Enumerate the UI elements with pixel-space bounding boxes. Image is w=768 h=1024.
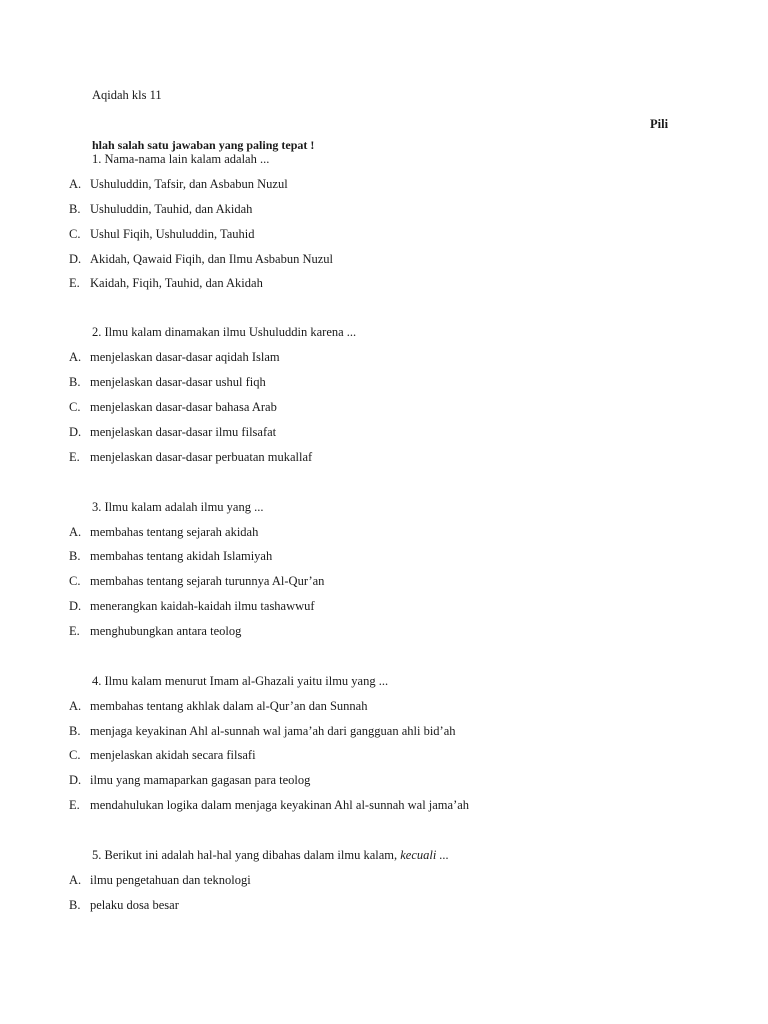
option-letter: B.: [69, 202, 81, 216]
option-text: menerangkan kaidah-kaidah ilmu tashawwuf: [90, 599, 315, 613]
option-text: menjelaskan dasar-dasar aqidah Islam: [90, 350, 280, 364]
option-text: membahas tentang akidah Islamiyah: [90, 549, 273, 563]
question-text: [92, 848, 449, 863]
option-letter: B.: [69, 898, 81, 912]
option-text: menjelaskan dasar-dasar ilmu filsafat: [90, 425, 277, 439]
option-letter: A.: [69, 873, 82, 887]
question-text-main: 5. Berikut ini adalah hal-hal yang dibahas dalam ilmu kalam,: [92, 848, 398, 862]
option-text: Kaidah, Fiqih, Tauhid, dan Akidah: [90, 276, 263, 290]
option-text: ilmu pengetahuan dan teknologi: [90, 873, 251, 887]
option-letter: D.: [69, 252, 82, 266]
document-title: Aqidah kls 11: [92, 88, 162, 102]
option-text: ilmu yang mamaparkan gagasan para teolog: [90, 773, 311, 787]
instruction-text: hlah salah satu jawaban yang paling tepat !: [92, 138, 315, 152]
option-text: menghubungkan antara teolog: [90, 624, 242, 638]
option-letter: E.: [69, 450, 80, 464]
instruction-fragment: Pili: [650, 117, 669, 131]
option-letter: E.: [69, 276, 80, 290]
option-letter: C.: [69, 574, 81, 588]
option-text: menjelaskan dasar-dasar ushul fiqh: [90, 375, 266, 389]
option-text: menjelaskan dasar-dasar perbuatan mukallaf: [90, 450, 313, 464]
option-letter: A.: [69, 177, 82, 191]
option-letter: E.: [69, 798, 80, 812]
option-letter: D.: [69, 425, 82, 439]
option-letter: C.: [69, 748, 81, 762]
option-text: menjaga keyakinan Ahl al-sunnah wal jama’ah dari gangguan ahli bid’ah: [90, 724, 456, 738]
option-letter: B.: [69, 724, 81, 738]
option-letter: D.: [69, 599, 82, 613]
option-text: mendahulukan logika dalam menjaga keyakinan Ahl al-sunnah wal jama’ah: [90, 798, 470, 812]
option-letter: A.: [69, 350, 82, 364]
option-text: menjelaskan dasar-dasar bahasa Arab: [90, 400, 277, 414]
option-letter: B.: [69, 375, 81, 389]
question-text: 2. Ilmu kalam dinamakan ilmu Ushuluddin karena ...: [92, 325, 357, 339]
option-letter: D.: [69, 773, 82, 787]
option-text: Akidah, Qawaid Fiqih, dan Ilmu Asbabun Nuzul: [90, 252, 334, 266]
option-text: membahas tentang sejarah akidah: [90, 525, 259, 539]
option-letter: B.: [69, 549, 81, 563]
option-letter: A.: [69, 699, 82, 713]
option-text: membahas tentang akhlak dalam al-Qur’an dan Sunnah: [90, 699, 368, 713]
option-text: menjelaskan akidah secara filsafi: [90, 748, 256, 762]
question-text: 4. Ilmu kalam menurut Imam al-Ghazali yaitu ilmu yang ...: [92, 674, 389, 688]
option-text: membahas tentang sejarah turunnya Al-Qur’an: [90, 574, 325, 588]
option-letter: E.: [69, 624, 80, 638]
option-text: pelaku dosa besar: [90, 898, 179, 912]
option-text: Ushuluddin, Tafsir, dan Asbabun Nuzul: [90, 177, 288, 191]
option-text: Ushuluddin, Tauhid, dan Akidah: [90, 202, 253, 216]
question-text: 3. Ilmu kalam adalah ilmu yang ...: [92, 500, 264, 514]
question-text-italic: kecuali ...: [400, 848, 449, 862]
question-text: 1. Nama-nama lain kalam adalah ...: [92, 152, 270, 166]
option-letter: C.: [69, 227, 81, 241]
option-letter: A.: [69, 525, 82, 539]
option-letter: C.: [69, 400, 81, 414]
option-text: Ushul Fiqih, Ushuluddin, Tauhid: [90, 227, 255, 241]
